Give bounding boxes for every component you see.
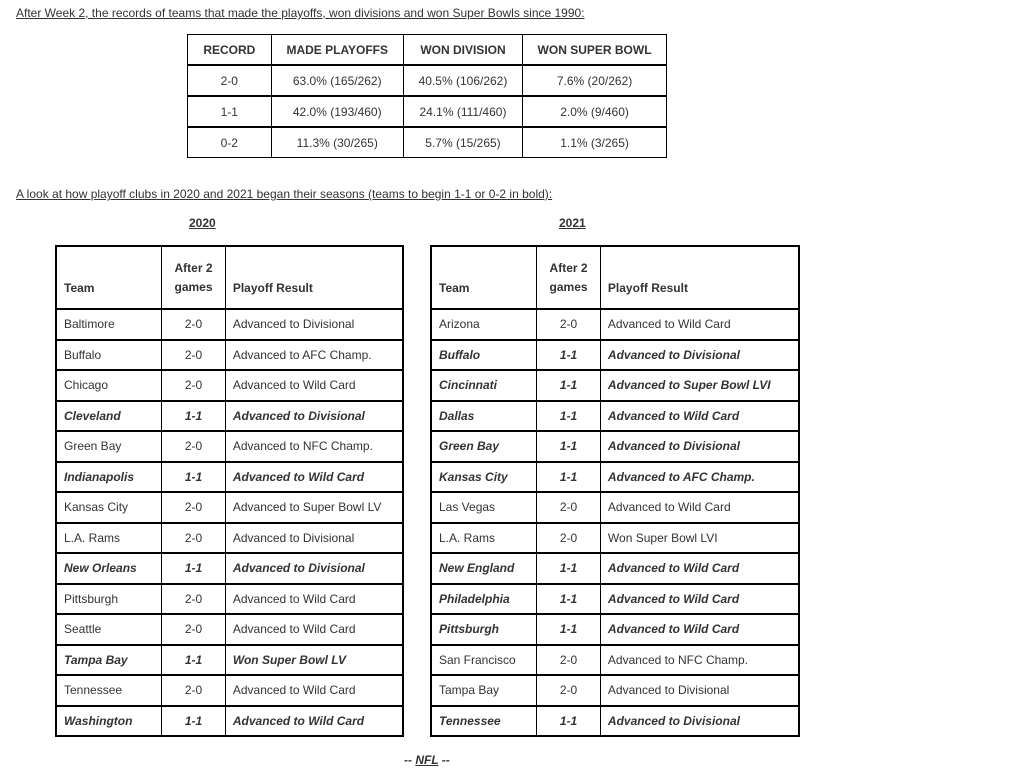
playoff-intro-text: A look at how playoff clubs in 2020 and 2021 began their seasons (teams to begin 1-1 or 0-2 in bold): xyxy=(16,187,553,201)
team-cell: Tampa Bay xyxy=(56,645,162,676)
table-row xyxy=(431,370,799,401)
summary-cell: 24.1% (111/460) xyxy=(403,96,522,127)
team-cell: Chicago xyxy=(56,370,162,401)
playoff-table-2020 xyxy=(55,245,404,737)
header-team: Team xyxy=(56,246,162,309)
year-2021-heading: 2021 xyxy=(559,216,586,230)
after-cell: 2-0 xyxy=(162,370,226,401)
result-cell: Advanced to Divisional xyxy=(600,675,799,706)
table-row xyxy=(431,340,799,371)
team-cell: Washington xyxy=(56,706,162,737)
table-row xyxy=(431,706,799,737)
header-after-line1: After 2 xyxy=(174,260,213,275)
after-cell: 1-1 xyxy=(162,401,226,432)
table-row xyxy=(431,553,799,584)
after-cell: 1-1 xyxy=(537,553,601,584)
result-cell: Advanced to Divisional xyxy=(600,706,799,737)
team-cell: San Francisco xyxy=(431,645,537,676)
team-cell: Green Bay xyxy=(56,431,162,462)
summary-table xyxy=(187,34,667,158)
result-cell: Advanced to AFC Champ. xyxy=(600,462,799,493)
year-2020-heading: 2020 xyxy=(189,216,216,230)
result-cell: Advanced to Divisional xyxy=(225,553,403,584)
summary-cell: 7.6% (20/262) xyxy=(523,65,667,96)
table-row xyxy=(56,462,403,493)
summary-cell: 0-2 xyxy=(188,127,272,158)
summary-row xyxy=(188,65,667,96)
after-cell: 2-0 xyxy=(162,614,226,645)
result-cell: Won Super Bowl LVI xyxy=(600,523,799,554)
summary-cell: 1.1% (3/265) xyxy=(523,127,667,158)
table-row xyxy=(56,675,403,706)
header-made-playoffs: MADE PLAYOFFS xyxy=(271,35,403,66)
team-cell: New England xyxy=(431,553,537,584)
header-playoff-result: Playoff Result xyxy=(600,246,799,309)
table-row xyxy=(56,614,403,645)
table-row xyxy=(431,523,799,554)
after-cell: 2-0 xyxy=(162,340,226,371)
result-cell: Advanced to Wild Card xyxy=(225,706,403,737)
header-team: Team xyxy=(431,246,537,309)
result-cell: Advanced to Wild Card xyxy=(600,584,799,615)
result-cell: Advanced to Super Bowl LV xyxy=(225,492,403,523)
after-cell: 1-1 xyxy=(162,462,226,493)
after-cell: 1-1 xyxy=(162,645,226,676)
table-row xyxy=(431,462,799,493)
after-cell: 2-0 xyxy=(162,675,226,706)
after-cell: 1-1 xyxy=(537,584,601,615)
summary-cell: 40.5% (106/262) xyxy=(403,65,522,96)
team-cell: L.A. Rams xyxy=(56,523,162,554)
header-record: RECORD xyxy=(188,35,272,66)
summary-cell: 1-1 xyxy=(188,96,272,127)
table-row xyxy=(431,309,799,340)
team-cell: Cleveland xyxy=(56,401,162,432)
table-row xyxy=(431,492,799,523)
playoff-table-2021 xyxy=(430,245,800,737)
result-cell: Advanced to Wild Card xyxy=(600,401,799,432)
header-after-line2: games xyxy=(549,279,588,294)
result-cell: Advanced to Wild Card xyxy=(225,584,403,615)
result-cell: Advanced to Wild Card xyxy=(225,462,403,493)
result-cell: Advanced to Wild Card xyxy=(600,614,799,645)
after-cell: 1-1 xyxy=(537,340,601,371)
table-row xyxy=(56,523,403,554)
table-row xyxy=(56,431,403,462)
team-cell: Tennessee xyxy=(431,706,537,737)
after-cell: 1-1 xyxy=(537,431,601,462)
team-cell: Indianapolis xyxy=(56,462,162,493)
summary-cell: 5.7% (15/265) xyxy=(403,127,522,158)
result-cell: Advanced to NFC Champ. xyxy=(225,431,403,462)
result-cell: Advanced to Wild Card xyxy=(225,370,403,401)
summary-row xyxy=(188,96,667,127)
result-cell: Advanced to Wild Card xyxy=(600,309,799,340)
table-row xyxy=(431,675,799,706)
result-cell: Advanced to AFC Champ. xyxy=(225,340,403,371)
result-cell: Advanced to Wild Card xyxy=(600,492,799,523)
after-cell: 2-0 xyxy=(162,309,226,340)
playoff-header-row xyxy=(431,246,799,309)
result-cell: Advanced to Super Bowl LVI xyxy=(600,370,799,401)
source-credit xyxy=(404,753,450,767)
table-row xyxy=(56,370,403,401)
playoff-header-row xyxy=(56,246,403,309)
team-cell: Kansas City xyxy=(56,492,162,523)
result-cell: Advanced to Divisional xyxy=(225,523,403,554)
result-cell: Advanced to Wild Card xyxy=(600,553,799,584)
header-after-line1: After 2 xyxy=(549,260,588,275)
table-row xyxy=(56,553,403,584)
after-cell: 1-1 xyxy=(537,706,601,737)
after-cell: 2-0 xyxy=(162,584,226,615)
after-cell: 1-1 xyxy=(162,553,226,584)
after-cell: 2-0 xyxy=(162,431,226,462)
team-cell: Kansas City xyxy=(431,462,537,493)
header-playoff-result: Playoff Result xyxy=(225,246,403,309)
table-row xyxy=(431,645,799,676)
team-cell: Dallas xyxy=(431,401,537,432)
summary-cell: 2.0% (9/460) xyxy=(523,96,667,127)
after-cell: 2-0 xyxy=(537,645,601,676)
table-row xyxy=(56,401,403,432)
after-cell: 2-0 xyxy=(537,492,601,523)
header-won-division: WON DIVISION xyxy=(403,35,522,66)
after-cell: 2-0 xyxy=(537,523,601,554)
table-row xyxy=(56,492,403,523)
team-cell: New Orleans xyxy=(56,553,162,584)
summary-cell: 42.0% (193/460) xyxy=(271,96,403,127)
team-cell: Philadelphia xyxy=(431,584,537,615)
table-row xyxy=(431,401,799,432)
table-row xyxy=(56,584,403,615)
table-row xyxy=(56,309,403,340)
header-after-line2: games xyxy=(174,279,213,294)
team-cell: Tennessee xyxy=(56,675,162,706)
result-cell: Advanced to NFC Champ. xyxy=(600,645,799,676)
result-cell: Advanced to Divisional xyxy=(600,340,799,371)
after-cell: 1-1 xyxy=(537,614,601,645)
result-cell: Advanced to Wild Card xyxy=(225,614,403,645)
source-prefix: -- xyxy=(404,753,416,767)
after-cell: 1-1 xyxy=(162,706,226,737)
result-cell: Advanced to Wild Card xyxy=(225,675,403,706)
team-cell: Tampa Bay xyxy=(431,675,537,706)
summary-intro-text: After Week 2, the records of teams that made the playoffs, won divisions and won Super Bowls since 1990: xyxy=(16,6,585,20)
summary-cell: 63.0% (165/262) xyxy=(271,65,403,96)
result-cell: Advanced to Divisional xyxy=(600,431,799,462)
result-cell: Advanced to Divisional xyxy=(225,401,403,432)
team-cell: Pittsburgh xyxy=(56,584,162,615)
table-row xyxy=(56,706,403,737)
team-cell: Pittsburgh xyxy=(431,614,537,645)
after-cell: 1-1 xyxy=(537,401,601,432)
team-cell: Cincinnati xyxy=(431,370,537,401)
table-row xyxy=(431,584,799,615)
after-cell: 2-0 xyxy=(162,523,226,554)
team-cell: Buffalo xyxy=(431,340,537,371)
team-cell: Seattle xyxy=(56,614,162,645)
after-cell: 2-0 xyxy=(537,675,601,706)
source-link-nfl[interactable]: NFL xyxy=(415,753,439,767)
summary-cell: 2-0 xyxy=(188,65,272,96)
team-cell: Buffalo xyxy=(56,340,162,371)
summary-cell: 11.3% (30/265) xyxy=(271,127,403,158)
after-cell: 2-0 xyxy=(162,492,226,523)
after-cell: 1-1 xyxy=(537,462,601,493)
table-row xyxy=(431,431,799,462)
header-after-2-games xyxy=(537,246,601,309)
result-cell: Won Super Bowl LV xyxy=(225,645,403,676)
summary-row xyxy=(188,127,667,158)
team-cell: Green Bay xyxy=(431,431,537,462)
after-cell: 1-1 xyxy=(537,370,601,401)
team-cell: Baltimore xyxy=(56,309,162,340)
source-suffix: -- xyxy=(438,753,450,767)
header-won-super-bowl: WON SUPER BOWL xyxy=(523,35,667,66)
team-cell: Arizona xyxy=(431,309,537,340)
team-cell: L.A. Rams xyxy=(431,523,537,554)
summary-header-row xyxy=(188,35,667,66)
table-row xyxy=(56,340,403,371)
table-row xyxy=(431,614,799,645)
after-cell: 2-0 xyxy=(537,309,601,340)
table-row xyxy=(56,645,403,676)
header-after-2-games xyxy=(162,246,226,309)
team-cell: Las Vegas xyxy=(431,492,537,523)
result-cell: Advanced to Divisional xyxy=(225,309,403,340)
